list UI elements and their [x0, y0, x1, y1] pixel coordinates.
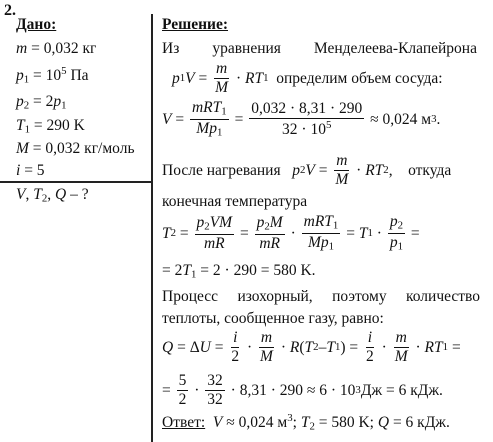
- given-p1: $p_1 = 10^5$ Па: [16, 65, 89, 86]
- find-line: V, $T_2$, Q – ?: [16, 186, 89, 205]
- q-equation: Q = Δ U = $\frac{i}{2}$ · $\frac{m}{M}$ · R ( T 2 – T 1 ) = $\frac{i}{2}$ · $\frac{m}{M}$ · RT 1 =: [162, 329, 461, 366]
- heating-suffix: откуда: [408, 162, 452, 180]
- isochoric-line2: теплоты, сообщенное газу, равно:: [162, 310, 384, 327]
- heating-prefix: После нагревания: [162, 162, 281, 180]
- column-divider: [151, 14, 153, 442]
- final-temp-label: конечная температура: [162, 193, 308, 210]
- mendeleev-equation: p 1 V = $\frac{m}{M}$ · RT 1 определим объем сосуда:: [172, 60, 443, 97]
- solution-title: Решение:: [162, 16, 229, 33]
- volume-text: определим объем сосуда:: [276, 70, 443, 88]
- q-result: = $\frac{5}{2}$ · $\frac{32}{32}$ · 8,31 · 290 ≈ 6 · 10 3 Дж = 6 кДж.: [162, 372, 443, 409]
- problem-number: 2.: [4, 2, 16, 19]
- given-divider: [0, 181, 151, 183]
- intro-line: Из уравнения Менделеева-Клапейрона: [162, 40, 477, 57]
- answer-label: Ответ:: [162, 413, 206, 431]
- t2-equation: T 2 = $\frac{p_2VM}{mR}$ = $\frac{p_2M}{mR}$ · $\frac{mRT_1}{Mp_1}$ = T 1 · $\frac{p_2}{p_1}$ =: [162, 213, 420, 253]
- heating-equation: После нагревания p 2 V = $\frac{m}{M}$ · RT 2 , откуда: [162, 152, 452, 189]
- given-mass: m = 0,032 кг: [16, 40, 97, 57]
- isochoric-line1: Процесс изохорный, поэтому количество: [162, 288, 480, 305]
- given-p2: $p_2 = 2p_1$: [16, 93, 67, 112]
- t2-result: = $2T_1 = 2 \cdot 290 = 580$ K.: [162, 262, 316, 281]
- given-molar-mass: M = 0,032 кг/моль: [16, 140, 135, 157]
- given-t1: $T_1 = 290$ K: [16, 117, 85, 136]
- answer-line: Ответ: V ≈ 0,024 $м^3$; $T_2 = 580$ K; Q = 6 кДж.: [162, 412, 450, 433]
- given-title: Дано:: [16, 16, 57, 33]
- volume-equation: V = $\frac{mRT_1}{Mp_1}$ = $\frac{0,032 \cdot 8,31 \cdot 290}{32 \cdot 10^5}$ ≈ 0,024 м 3 .: [162, 99, 441, 139]
- given-i: i = 5: [16, 162, 45, 179]
